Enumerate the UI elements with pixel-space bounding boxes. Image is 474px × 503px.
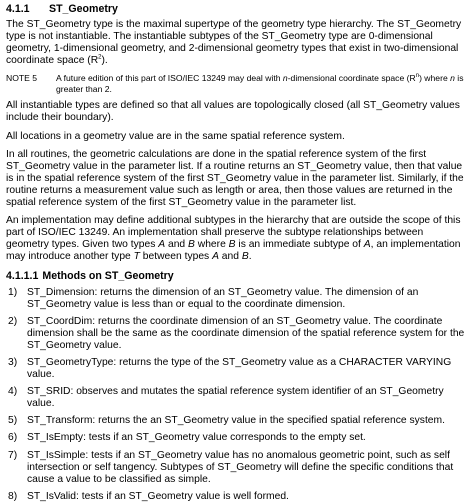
item-number: 2) [8, 315, 18, 327]
note-text: A future edition of this part of ISO/IEC 13249 may deal with n-dimensional coordinate space $(R^n)$ where n is greater than 2. [56, 73, 464, 95]
methods-list [6, 287, 468, 503]
list-item [6, 450, 468, 486]
list-item [6, 386, 468, 410]
list-item [6, 316, 468, 352]
paragraph-topology: All instantiable types are defined so that all values are topologically closed (all ST_Geometry values include their boundary). [6, 100, 460, 124]
section-title: ST_Geometry [49, 3, 118, 15]
item-number: 7) [8, 449, 18, 461]
item-text: ST_IsSimple: tests if an ST_Geometry value has no anomalous geometric point, such as self intersection or self tangency. Subtypes of ST_Geometry will define the specific conditions that cause a value to be classified as simple. [27, 449, 454, 485]
note-label: NOTE 5 [6, 73, 38, 84]
list-item [6, 415, 468, 427]
section-number: 4.1.1 [6, 3, 30, 15]
subsection-number: 4.1.1.1 [6, 269, 39, 282]
section-heading [6, 3, 468, 16]
paragraph-text: ). [101, 55, 108, 67]
item-number: 4) [8, 386, 18, 398]
superscript: 2 [98, 54, 102, 61]
note-5 [6, 73, 468, 95]
item-text: ST_SRID: observes and mutates the spatial reference system identifier of an ST_Geometry value. [27, 386, 444, 410]
subsection-heading [6, 270, 468, 283]
item-text: ST_IsEmpty: tests if an ST_Geometry value corresponds to the empty set. [27, 432, 366, 444]
paragraph-text: The ST_Geometry type is the maximal supertype of the geometry type hierarchy. The ST_Geometry type is not instantiable. The instantiable subtypes of the ST_Geometry type are 0-dimensional geometry, 1-dimensional geometry, and 2-dimensional geometry types that exist in two-dimensional coordinate space (R [6, 19, 462, 67]
item-text: ST_Dimension: returns the dimension of an ST_Geometry value. The dimension of an ST_Geometry value is less than or equal to the coordinate dimension. [27, 286, 419, 310]
item-text: ST_CoordDim: returns the coordinate dimension of an ST_Geometry value. The coordinate dimension shall be the same as the coordinate dimension of the spatial reference system for the ST_Geometry value. [27, 315, 465, 351]
item-text: ST_GeometryType: returns the type of the ST_Geometry value as a CHARACTER VARYING value. [27, 356, 452, 381]
item-text: ST_IsValid: tests if an ST_Geometry value is well formed. [27, 490, 289, 502]
list-item [6, 432, 468, 444]
paragraph-routines: In all routines, the geometric calculations are done in the spatial reference system of the first ST_Geometry value in the parameter list. If a routine returns an ST_Geometry value, then that value is in the spatial reference system of the first ST_Geometry value in the parameter list. Similarly, if the routine returns a measurement value such as length or area, then those values are returned in the spatial reference system of the first ST_Geometry value in the parameter list. [6, 148, 464, 209]
list-item [6, 287, 468, 311]
paragraph-subtypes: An implementation may define additional subtypes in the hierarchy that are outside the scope of this part of ISO/IEC 13249. An implementation shall preserve the subtype relationships between geometry types. Given two types A and B where B is an immediate subtype of A, an implementation may introduce another type T between types A and B. [6, 215, 461, 263]
item-number: 8) [8, 490, 18, 502]
item-text: ST_Transform: returns the an ST_Geometry value in the specified spatial reference system. [27, 415, 445, 427]
paragraph-supertype [6, 19, 468, 67]
list-item [6, 357, 468, 381]
subsection-title: Methods on ST_Geometry [42, 269, 174, 282]
item-number: 1) [8, 286, 18, 298]
item-number: 3) [8, 356, 18, 368]
list-item [6, 491, 468, 503]
item-number: 6) [8, 432, 18, 444]
item-number: 5) [8, 415, 18, 427]
paragraph-srs: All locations in a geometry value are in the same spatial reference system. [6, 130, 345, 142]
